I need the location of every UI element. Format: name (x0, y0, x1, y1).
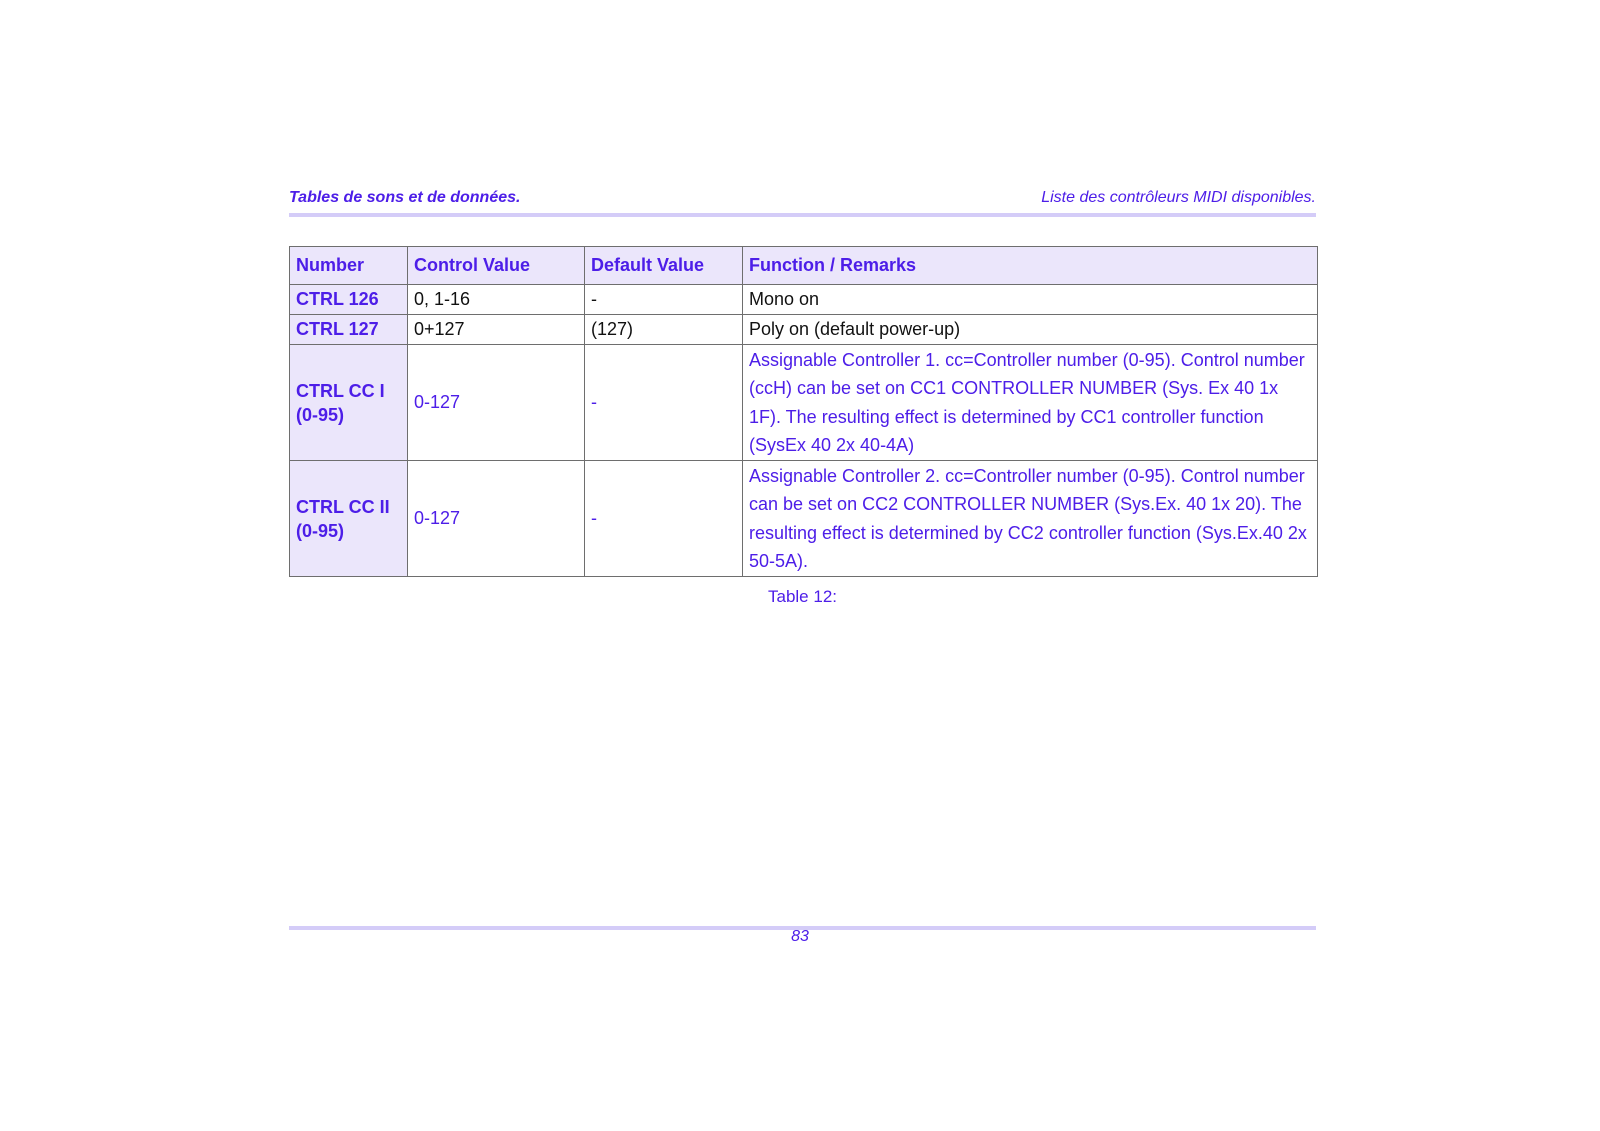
section-title: Liste des contrôleurs MIDI disponibles. (1041, 189, 1316, 206)
chapter-title: Tables de sons et de données. (289, 189, 521, 206)
table-caption: Table 12: (768, 587, 837, 606)
cell-default-value: - (585, 461, 743, 577)
table-row (290, 345, 1318, 461)
table-header-row (290, 247, 1318, 285)
column-header-function-remarks: Function / Remarks (743, 247, 1318, 285)
cell-default-value: - (585, 285, 743, 315)
cell-remarks: Assignable Controller 1. cc=Controller number (0-95). Control number (ccH) can be set on CC1 CONTROLLER NUMBER (Sys. Ex 40 1x 1F). The resulting effect is determined by CC1 controller function (SysEx 40 2x 40-4A) (743, 345, 1318, 461)
cell-remarks: Mono on (743, 285, 1318, 315)
column-header-control-value: Control Value (408, 247, 585, 285)
cell-control-value: 0, 1-16 (408, 285, 585, 315)
cell-number: CTRL 127 (290, 315, 408, 345)
cell-number: CTRL CC II (0-95) (290, 461, 408, 577)
table-row (290, 461, 1318, 577)
midi-controller-table (289, 246, 1318, 577)
cell-control-value: 0-127 (408, 345, 585, 461)
table-row (290, 315, 1318, 345)
cell-remarks: Assignable Controller 2. cc=Controller number (0-95). Control number can be set on CC2 CONTROLLER NUMBER (Sys.Ex. 40 1x 20). The resulting effect is determined by CC2 controller function (Sys.Ex.40 2x 50-5A). (743, 461, 1318, 577)
table-row (290, 285, 1318, 315)
cell-default-value: (127) (585, 315, 743, 345)
cell-control-value: 0-127 (408, 461, 585, 577)
header-rule (289, 213, 1316, 217)
cell-number: CTRL 126 (290, 285, 408, 315)
cell-control-value: 0+127 (408, 315, 585, 345)
cell-default-value: - (585, 345, 743, 461)
column-header-default-value: Default Value (585, 247, 743, 285)
cell-remarks: Poly on (default power-up) (743, 315, 1318, 345)
page-number: 83 (791, 928, 809, 945)
column-header-number: Number (290, 247, 408, 285)
cell-number: CTRL CC I (0-95) (290, 345, 408, 461)
